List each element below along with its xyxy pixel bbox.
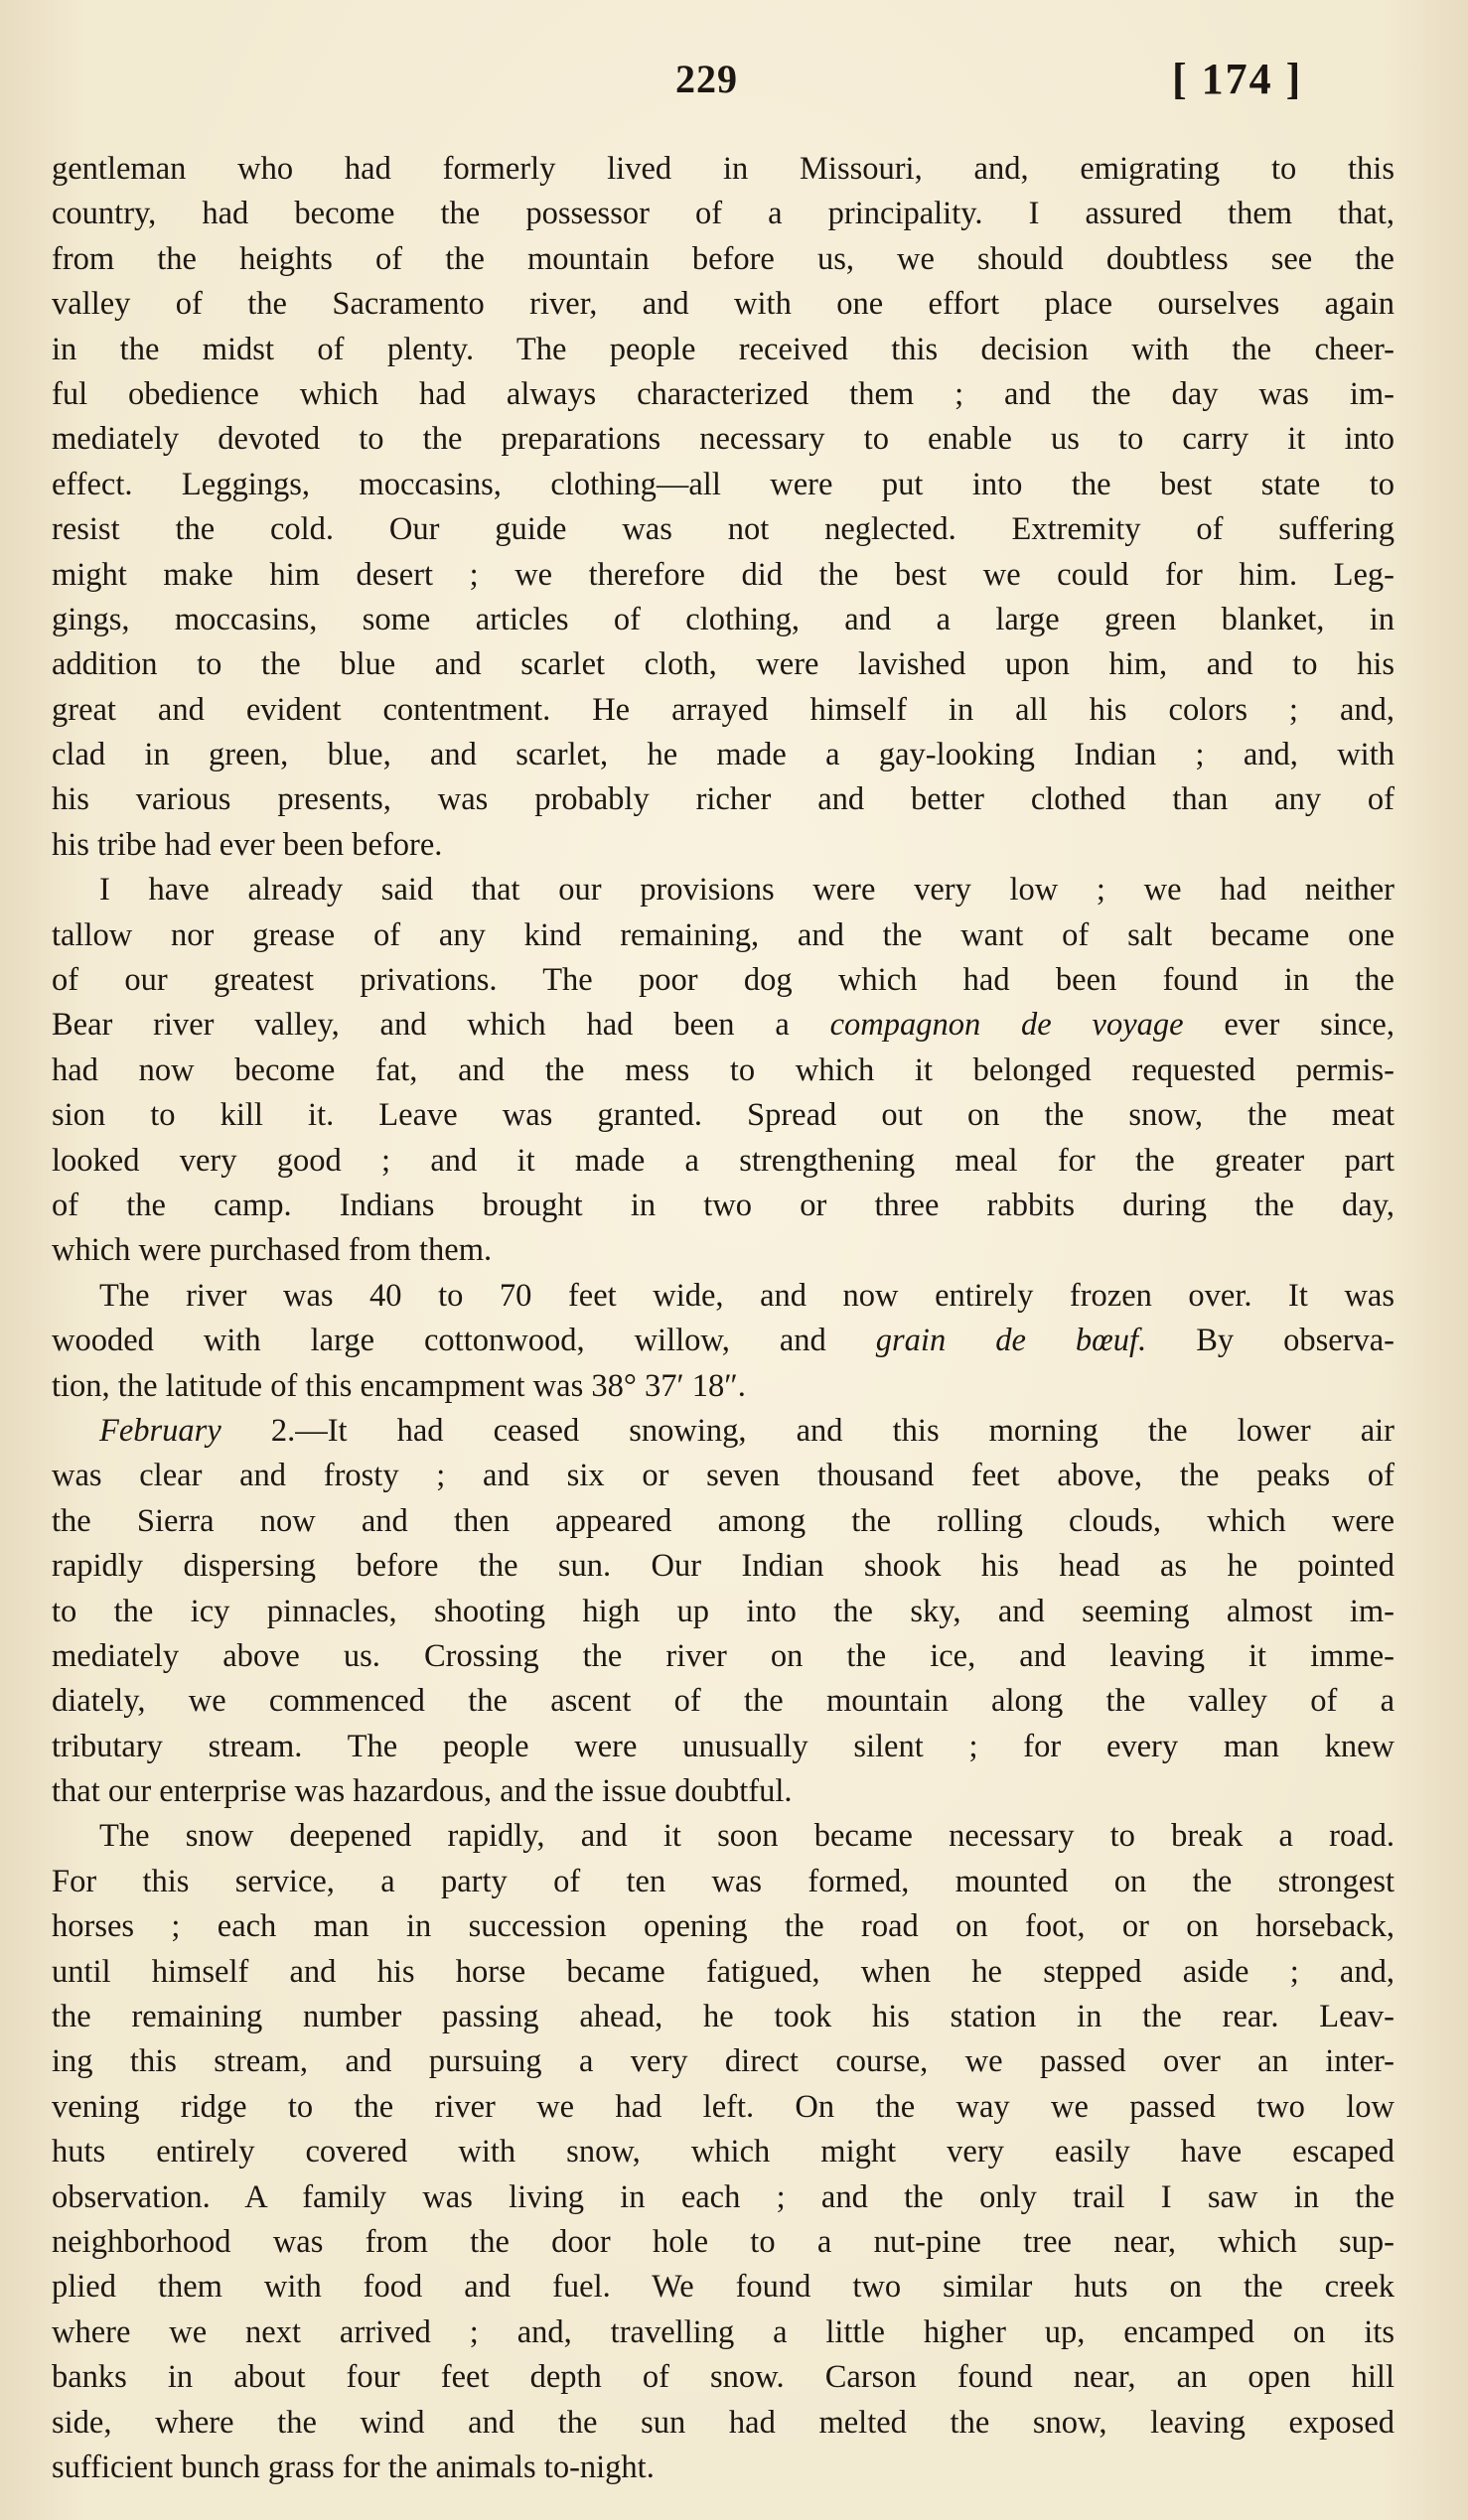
text-line: The snow deepened rapidly, and it soon became necessary to break a road. <box>99 1818 1395 1855</box>
text-line: which were purchased from them. <box>52 1232 493 1269</box>
text-line: resist the cold. Our guide was not neglected. Extremity of suffering <box>52 511 1395 548</box>
text-segment: By observa- <box>1146 1323 1395 1359</box>
text-line: gentleman who had formerly lived in Missouri, and, emigrating to this <box>52 151 1395 187</box>
body-text <box>52 147 1395 2490</box>
text-line: tributary stream. The people were unusually silent ; for every man knew <box>52 1728 1395 1764</box>
text-line: The river was 40 to 70 feet wide, and now entirely frozen over. It was <box>99 1277 1395 1314</box>
text-line: gings, moccasins, some articles of clothing, and a large green blanket, in <box>52 601 1395 637</box>
text-line: huts entirely covered with snow, which might very easily have escaped <box>52 2134 1395 2170</box>
text-line: observation. A family was living in each ; and the only trail I saw in the <box>52 2178 1395 2215</box>
text-line: the remaining number passing ahead, he took his station in the rear. Leav- <box>52 1999 1395 2035</box>
text-line: to the icy pinnacles, shooting high up into the sky, and seeming almost im- <box>52 1593 1395 1629</box>
text-line: plied them with food and fuel. We found two similar huts on the creek <box>52 2269 1395 2306</box>
text-line: diately, we commenced the ascent of the mountain along the valley of a <box>52 1683 1395 1720</box>
text-line: addition to the blue and scarlet cloth, were lavished upon him, and to his <box>52 646 1395 683</box>
text-line: mediately devoted to the preparations necessary to enable us to carry it into <box>52 421 1395 458</box>
text-line: great and evident contentment. He arrayed himself in all his colors ; and, <box>52 691 1395 728</box>
text-line <box>52 1409 1395 1454</box>
text-line: was clear and frosty ; and six or seven thousand feet above, the peaks of <box>52 1458 1395 1494</box>
text-line: might make him desert ; we therefore did the best we could for him. Leg- <box>52 556 1395 593</box>
text-line: in the midst of plenty. The people received this decision with the cheer- <box>52 331 1395 367</box>
text-line: effect. Leggings, moccasins, clothing—all were put into the best state to <box>52 466 1395 502</box>
text-line: from the heights of the mountain before us, we should doubtless see the <box>52 240 1395 277</box>
italic-phrase: compagnon de voyage <box>829 1007 1184 1044</box>
text-line: his various presents, was probably richer and better clothed than any of <box>52 781 1395 818</box>
text-line: that our enterprise was hazardous, and the issue doubtful. <box>52 1773 793 1810</box>
text-line: clad in green, blue, and scarlet, he made a gay-looking Indian ; and, with <box>52 737 1395 773</box>
text-line: valley of the Sacramento river, and with one effort place ourselves again <box>52 286 1395 323</box>
text-line: horses ; each man in succession opening the road on foot, or on horseback, <box>52 1908 1395 1945</box>
text-line: rapidly dispersing before the sun. Our Indian shook his head as he pointed <box>52 1548 1395 1585</box>
text-line: tion, the latitude of this encampment was 38° 37′ 18″. <box>52 1367 746 1404</box>
text-line: sion to kill it. Leave was granted. Spread out on the snow, the meat <box>52 1097 1395 1134</box>
text-line: tallow nor grease of any kind remaining, and the want of salt became one <box>52 916 1395 953</box>
text-line: mediately above us. Crossing the river on the ice, and leaving it imme- <box>52 1637 1395 1674</box>
text-line: I have already said that our provisions were very low ; we had neither <box>99 872 1395 909</box>
text-segment: 2.—It had ceased snowing, and this morning the lower air <box>220 1412 1395 1449</box>
text-segment: ever since, <box>1183 1007 1395 1044</box>
italic-phrase: February <box>99 1412 221 1449</box>
text-line: country, had become the possessor of a principality. I assured them that, <box>52 196 1395 232</box>
text-line: side, where the wind and the sun had melted the snow, leaving exposed <box>52 2404 1395 2441</box>
text-line: looked very good ; and it made a strengthening meal for the greater part <box>52 1142 1395 1179</box>
text-line: For this service, a party of ten was formed, mounted on the strongest <box>52 1863 1395 1899</box>
text-segment: Bear river valley, and which had been a <box>52 1007 830 1044</box>
text-line: ing this stream, and pursuing a very direct course, we passed over an inter- <box>52 2043 1395 2080</box>
text-line: until himself and his horse became fatigued, when he stepped aside ; and, <box>52 1953 1395 1990</box>
text-line: of the camp. Indians brought in two or three rabbits during the day, <box>52 1187 1395 1223</box>
text-line: where we next arrived ; and, travelling a little higher up, encamped on its <box>52 2313 1395 2350</box>
text-line <box>52 1003 1395 1048</box>
text-line: neighborhood was from the door hole to a nut-pine tree near, which sup- <box>52 2223 1395 2260</box>
text-line: ful obedience which had always characterized them ; and the day was im- <box>52 375 1395 412</box>
text-line: sufficient bunch grass for the animals to-night. <box>52 2449 655 2485</box>
text-line: had now become fat, and the mess to which it belonged requested permis- <box>52 1051 1395 1088</box>
page-header <box>0 48 1468 127</box>
italic-phrase: grain de bœuf. <box>875 1323 1147 1359</box>
text-line: his tribe had ever been before. <box>52 826 443 863</box>
text-line: banks in about four feet depth of snow. Carson found near, an open hill <box>52 2359 1395 2396</box>
text-line: the Sierra now and then appeared among the rolling clouds, which were <box>52 1502 1395 1539</box>
text-line <box>52 1319 1395 1363</box>
text-line: vening ridge to the river we had left. On the way we passed two low <box>52 2088 1395 2125</box>
page-number: 229 <box>675 57 738 101</box>
original-page-number: [ 174 ] <box>1172 55 1303 103</box>
text-segment: wooded with large cottonwood, willow, and <box>52 1323 876 1359</box>
text-line: of our greatest privations. The poor dog which had been found in the <box>52 962 1395 999</box>
